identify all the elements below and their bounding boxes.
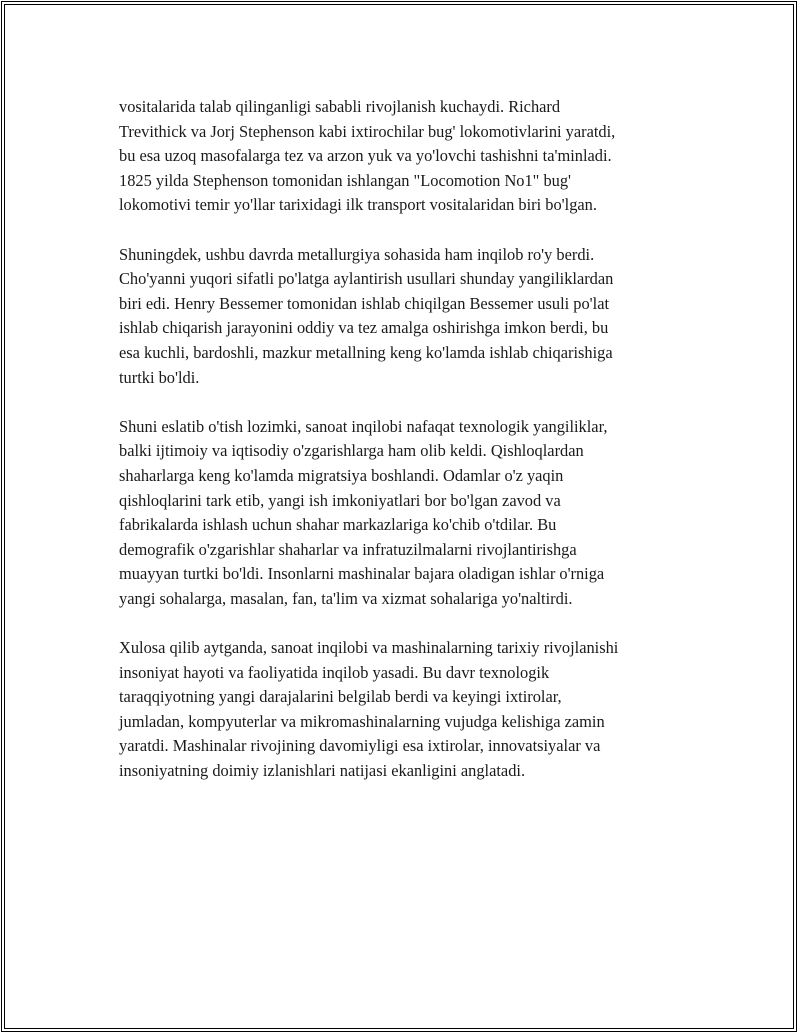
paragraph-metallurgy: Shuningdek, ushbu davrda metallurgiya sohasida ham inqilob ro'y berdi. Cho'yanni yuqori sifatli po'latga aylantirish usullari shunday yangiliklardan biri edi. Henry Bessemer tomonidan ishlab chiqilgan Bessemer usuli po'lat ishlab chiqarish jarayonini oddiy va tez amalga oshirishga imkon berdi, bu esa kuchli, bardoshli, mazkur metallning keng ko'lamda ishlab chiqarishiga turtki bo'ldi. [119, 244, 614, 387]
paragraph-conclusion: Xulosa qilib aytganda, sanoat inqilobi va mashinalarning tarixiy rivojlanishi insoniyat hayoti va faoliyatida inqilob yasadi. Bu davr texnologik taraqqiyotning yangi darajalarini belgilab berdi va keyingi ixtirolar, jumladan, kompyuterlar va mikromashinalarning vujudga kelishiga zamin yaratdi. Mashinalar rivojining davomiyligi esa ixtirolar, innovatsiyalar va insoniyatning doimiy izlanishlari natijasi ekanligini anglatadi. [119, 638, 619, 781]
document-page [1, 1, 797, 1032]
paragraph-social-changes: Shuni eslatib o'tish lozimki, sanoat inqilobi nafaqat texnologik yangiliklar, balki ijtimoiy va iqtisodiy o'zgarishlarga ham olib keldi. Qishloqlardan shaharlarga keng ko'lamda migratsiya boshlandi. Odamlar o'z yaqin qishloqlarini tark etib, yangi ish imkoniyatlari bor bo'lgan zavod va fabrikalarda ishlash uchun shahar markazlariga ko'chib o'tdilar. Bu demografik o'zgarishlar shaharlar va infratuzilmalarni rivojlantirishga muayyan turtki bo'ldi. Insonlarni mashinalar bajara oladigan ishlar o'rniga yangi sohalarga, masalan, fan, ta'lim va xizmat sohalariga yo'naltirdi. [119, 416, 608, 608]
document-body [119, 95, 689, 808]
paragraph-railways: vositalarida talab qilinganligi sababli rivojlanish kuchaydi. Richard Trevithick va Jorj Stephenson kabi ixtirochilar bug' lokomotivlarini yaratdi, bu esa uzoq masofalarga tez va arzon yuk va yo'lovchi tashishni ta'minladi. 1825 yilda Stephenson tomonidan ishlangan "Locomotion No1" bug' lokomotivi temir yo'llar tarixidagi ilk transport vositalaridan biri bo'lgan. [119, 97, 616, 215]
